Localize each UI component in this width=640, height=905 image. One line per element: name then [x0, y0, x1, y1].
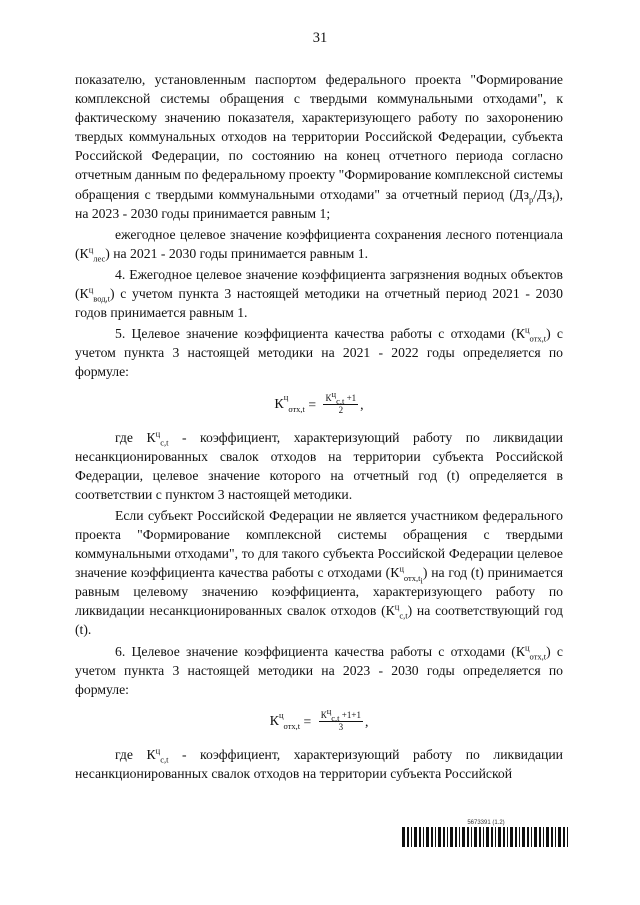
formula-2: $К^ц_{отх,t}$ = $\frac{К^ц_{с,t} +1+1}{3}$ ,: [269, 706, 369, 733]
barcode-bar: [479, 827, 481, 847]
formula-1-lhs: $К^ц_{отх,t}$: [274, 392, 305, 414]
barcode-number: 5673391 (1.2): [467, 820, 505, 826]
barcode-bar: [507, 827, 508, 847]
formula-1-denominator: 2: [338, 405, 344, 415]
paragraph-7: 6. Целевое значение коэффициента качества работы с отходами $(К^ц_{отх,t})$ с учетом пункта 3 настоящей методики на 2023 - 2030 годы определяется по формуле:: [75, 641, 563, 697]
barcode-bar: [459, 827, 460, 847]
barcode-bar: [431, 827, 433, 847]
barcode-bar: [551, 827, 553, 847]
barcode-bar: [558, 827, 561, 847]
document-body: [75, 70, 563, 783]
formula-1-numerator: $К^ц_{с,t} +1$: [325, 389, 357, 406]
barcode-bar: [527, 827, 529, 847]
barcode-bar: [435, 827, 436, 847]
paragraph-1: показателю, установленным паспортом федерального проекта "Формирование комплексной системы обращения с твердыми коммунальными отходами", к фактическому значению показателя, характеризующего работу по захоронению твердых коммунальных отходов на территории Российской Федерации, субъекта Российской Федерации, по состоянию на конец отчетного периода согласно отчетным данным по федеральному проекту "Формирование комплексной системы обращения с твердыми коммунальными отходами" за отчетный период $(Дз_р/Дз_f)$, на 2023 - 2030 годы принимается равным 1;: [75, 72, 563, 221]
barcode-bar: [402, 827, 405, 847]
paragraph-3: 4. Ежегодное целевое значение коэффициента загрязнения водных объектов $(К^ц_{вод,t})$ с учетом пункта 3 настоящей методики на отчетный период 2021 - 2030 годов принимается равным 1.: [75, 266, 563, 321]
barcode-bar: [534, 827, 537, 847]
barcode-bar: [522, 827, 525, 847]
barcode-bar: [539, 827, 541, 847]
paragraph-5: где $К^ц_{с,t}$ - коэффициент, характеризующий работу по ликвидации несанкционированных свалок отходов на территории субъекта Российской Федерации, целевое значение которого на отчетный год (t) определяется в соответствии с пунктом 3 настоящей методики.: [75, 427, 563, 502]
paragraph-8: где $К^ц_{с,t}$ - коэффициент, характеризующий работу по ликвидации несанкционированных свалок отходов на территории субъекта Российской: [75, 745, 563, 781]
barcode-bar: [495, 827, 496, 847]
barcode-bar: [510, 827, 513, 847]
barcode-bar: [543, 827, 544, 847]
page-number: 31: [312, 30, 328, 46]
paragraph-2: ежегодное целевое значение коэффициента сохранения лесного потенциала $(К^ц_{лес})$ на 2021 - 2030 годы принимается равным 1.: [75, 226, 563, 264]
barcode-bar: [515, 827, 517, 847]
formula-1: $К^ц_{отх,t}$ = $\frac{К^ц_{с,t} +1}{2}$ ,: [274, 389, 364, 415]
formula-2-numerator: $К^ц_{с,t} +1+1$: [320, 706, 361, 724]
barcode-bar: [474, 827, 477, 847]
barcode-bar: [546, 827, 549, 847]
barcode-bar: [563, 827, 565, 847]
barcode-bar: [447, 827, 448, 847]
barcode-block: [402, 820, 570, 847]
formula-2-lhs: $К^ц_{отх,t}$: [269, 709, 301, 732]
barcode-bar: [531, 827, 532, 847]
barcode-bar: [503, 827, 505, 847]
barcode-bar: [419, 827, 421, 847]
paragraph-4: 5. Целевое значение коэффициента качества работы с отходами $(К^ц_{отх,t})$ с учетом пункта 3 настоящей методики на 2021 - 2022 годы определяется по формуле:: [75, 324, 563, 380]
barcode-bar: [411, 827, 412, 847]
barcode-bar: [462, 827, 465, 847]
barcode-bar: [443, 827, 445, 847]
barcode-icon: [402, 827, 570, 847]
barcode-bar: [450, 827, 453, 847]
barcode-bar: [423, 827, 424, 847]
barcode-bar: [555, 827, 556, 847]
barcode-bar: [498, 827, 501, 847]
barcode-bar: [483, 827, 484, 847]
barcode-bar: [438, 827, 441, 847]
barcode-bar: [519, 827, 520, 847]
barcode-bar: [471, 827, 472, 847]
barcode-bar: [486, 827, 489, 847]
barcode-bar: [567, 827, 568, 847]
barcode-bar: [491, 827, 493, 847]
formula-2-fraction: [319, 706, 363, 733]
formula-1-fraction: [323, 389, 358, 416]
barcode-bar: [455, 827, 457, 847]
barcode-bar: [414, 827, 417, 847]
barcode-bar: [467, 827, 469, 847]
paragraph-6: Если субъект Российской Федерации не является участником федерального проекта "Формирование комплексной системы обращения с твердыми коммунальными отходами", то для такого субъекта Российской Федерации целевое значение коэффициента качества работы с отходами $(К^ц_{отх,t_i})$ на год (t) принимается равным целевому значению коэффициента, характеризующего работу по ликвидации несанкционированных свалок отходов $(К^ц_{с,t})$ на соответствующий год (t).: [75, 507, 563, 638]
formula-2-denominator: 3: [338, 722, 344, 733]
barcode-bar: [426, 827, 429, 847]
barcode-bar: [407, 827, 409, 847]
